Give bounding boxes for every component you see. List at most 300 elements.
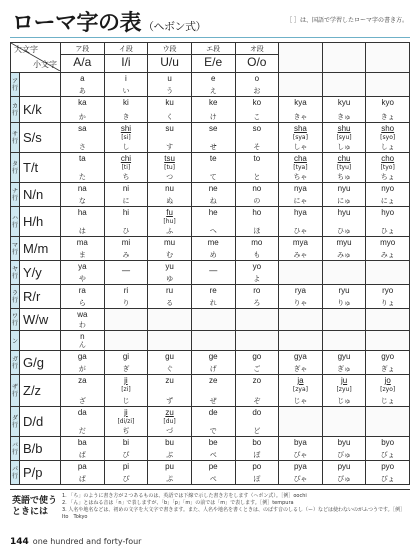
romaji-text: sa <box>78 124 87 133</box>
table-row <box>11 331 410 351</box>
table-row <box>11 285 410 309</box>
kana-text: きょ <box>380 113 395 121</box>
kana-text: じゅ <box>337 397 352 405</box>
kana-text: う <box>166 87 174 95</box>
romaji-text: u <box>167 74 172 83</box>
romaji-cell <box>366 309 410 331</box>
empty-dash: — <box>121 266 131 276</box>
romaji-cell <box>148 461 192 485</box>
title-rule <box>10 37 410 38</box>
romaji-text: a <box>80 74 85 83</box>
romaji-cell <box>322 375 366 407</box>
romaji-cell <box>148 375 192 407</box>
romaji-text: nya <box>293 184 307 193</box>
romaji-text: jo <box>384 376 391 385</box>
kana-text: ちゃ <box>293 173 308 181</box>
kunrei-text: [zya] <box>292 386 308 393</box>
romaji-text: me <box>207 238 219 247</box>
page-number: 144 <box>10 537 29 547</box>
heading-line: 英語で使う <box>12 496 58 506</box>
romaji-text: no <box>252 184 262 193</box>
kana-text: にゃ <box>293 197 308 205</box>
romaji-text: nyu <box>337 184 351 193</box>
romaji-cell <box>148 437 192 461</box>
romaji-text: hyu <box>337 208 351 217</box>
kana-text: びゅ <box>337 451 352 459</box>
kana-text: ぴゅ <box>337 475 352 483</box>
kana-text: りょ <box>380 299 395 307</box>
row-consonant-label: S/s <box>20 123 61 153</box>
table-row <box>11 461 410 485</box>
kana-text: ひ <box>122 227 130 235</box>
header-blank <box>279 43 323 73</box>
romaji-cell <box>322 437 366 461</box>
kana-text: ひゅ <box>337 227 352 235</box>
table-row <box>11 261 410 285</box>
romaji-text: byu <box>337 438 351 447</box>
kunrei-text: [zi] <box>121 386 131 393</box>
romaji-cell <box>279 331 323 351</box>
table-row <box>11 183 410 207</box>
row-group-label: マ行 <box>11 237 20 261</box>
romaji-cell <box>148 331 192 351</box>
romaji-text: mo <box>251 238 263 247</box>
empty-dash: — <box>208 266 218 276</box>
table-row <box>11 437 410 461</box>
kana-text: ぴゃ <box>293 475 308 483</box>
row-consonant-label <box>20 331 61 351</box>
romaji-cell <box>191 207 235 237</box>
kunrei-text: [zyu] <box>336 386 352 393</box>
row-consonant-label: T/t <box>20 153 61 183</box>
kana-text: み <box>122 251 130 259</box>
romaji-cell <box>366 407 410 437</box>
english-usage-heading <box>12 496 57 518</box>
romaji-text: tsu <box>164 154 175 163</box>
kana-text: ちょ <box>380 173 395 181</box>
romaji-text: pyu <box>337 462 351 471</box>
romaji-cell <box>235 461 279 485</box>
romaji-cell <box>61 97 105 123</box>
kana-text: びゃ <box>293 451 308 459</box>
romaji-cell <box>61 237 105 261</box>
romaji-text: ne <box>208 184 218 193</box>
romaji-cell <box>279 407 323 437</box>
romaji-cell <box>191 183 235 207</box>
kana-text: め <box>209 251 217 259</box>
romaji-text: ru <box>166 286 174 295</box>
romaji-cell <box>235 285 279 309</box>
romaji-text: bu <box>165 438 175 447</box>
kana-text: と <box>253 173 261 181</box>
romaji-cell <box>235 407 279 437</box>
table-row <box>11 309 410 331</box>
kana-text: に <box>122 197 130 205</box>
kana-text: づ <box>166 427 174 435</box>
romaji-text: pyo <box>381 462 395 471</box>
kana-text: げ <box>209 365 217 373</box>
romaji-text: cha <box>293 154 307 163</box>
romaji-text: fu <box>166 208 173 217</box>
romaji-cell <box>61 351 105 375</box>
kana-text: みょ <box>380 251 395 259</box>
romaji-cell <box>61 309 105 331</box>
kana-text: た <box>78 173 86 181</box>
kana-text: き <box>122 113 130 121</box>
kunrei-text: [hu] <box>163 218 176 225</box>
kana-text: い <box>122 87 130 95</box>
romaji-cell <box>104 207 148 237</box>
romaji-cell <box>366 207 410 237</box>
row-consonant-label: B/b <box>20 437 61 461</box>
kana-text: ぐ <box>166 365 174 373</box>
kunrei-text: [ti] <box>121 164 131 171</box>
romaji-text: chu <box>337 154 351 163</box>
romaji-cell <box>148 407 192 437</box>
romaji-cell <box>235 331 279 351</box>
romaji-cell <box>322 97 366 123</box>
romaji-cell <box>191 123 235 153</box>
romaji-cell <box>191 153 235 183</box>
dan-roman: O/o <box>236 54 279 69</box>
romaji-cell <box>235 375 279 407</box>
kana-text: しゃ <box>293 143 308 151</box>
bracket-note: ［ ］は、国語で学習したローマ字の書き方。 <box>286 17 408 24</box>
kana-text: ちゅ <box>337 173 352 181</box>
row-group-label: バ行 <box>11 437 20 461</box>
romaji-text: cho <box>381 154 395 163</box>
romaji-text: myo <box>380 238 396 247</box>
row-consonant-label: N/n <box>20 183 61 207</box>
romaji-cell <box>322 407 366 437</box>
table-row <box>11 207 410 237</box>
romaji-text: ge <box>208 352 218 361</box>
romaji-text: bo <box>252 438 262 447</box>
romaji-cell <box>235 73 279 97</box>
dan-roman: U/u <box>148 54 191 69</box>
dan-kana: ア段 <box>75 45 90 53</box>
romaji-text: wa <box>77 310 88 319</box>
romaji-text: byo <box>381 438 395 447</box>
romaji-cell <box>191 407 235 437</box>
romaji-cell <box>61 261 105 285</box>
romaji-cell <box>104 237 148 261</box>
romaji-text: be <box>208 438 218 447</box>
kana-text: ゆ <box>166 275 174 283</box>
romaji-cell <box>148 153 192 183</box>
row-group-label: ナ行 <box>11 183 20 207</box>
romaji-cell <box>104 153 148 183</box>
romaji-cell <box>279 351 323 375</box>
romaji-text: pya <box>293 462 307 471</box>
kana-text: ぴょ <box>380 475 395 483</box>
romaji-cell <box>104 407 148 437</box>
romaji-cell <box>366 351 410 375</box>
kana-text: ら <box>78 299 86 307</box>
note-item: 1. 「ち」のように書き方が２つあるものは、英語では下線で示した書き方をします（ヘボン式）。［例］oochi <box>62 493 307 499</box>
romaji-cell <box>61 437 105 461</box>
romaji-text: ro <box>253 286 261 295</box>
romaji-cell <box>279 97 323 123</box>
romaji-text: gu <box>165 352 175 361</box>
romaji-cell <box>191 309 235 331</box>
header-uppercase-label: 大文字 <box>14 45 38 54</box>
romaji-cell <box>61 375 105 407</box>
kana-text: ど <box>253 427 261 435</box>
romaji-cell <box>366 331 410 351</box>
kana-text: みゅ <box>337 251 352 259</box>
kunrei-text: [si] <box>121 134 131 141</box>
romaji-text: ta <box>78 154 86 163</box>
kana-text: が <box>78 365 86 373</box>
romaji-text: mi <box>121 238 131 247</box>
romaji-text: po <box>252 462 262 471</box>
romaji-cell <box>366 183 410 207</box>
romaji-text: ga <box>77 352 87 361</box>
kana-text: しゅ <box>337 143 352 151</box>
romaji-cell <box>235 207 279 237</box>
row-group-label: パ行 <box>11 461 20 485</box>
row-group-label: ガ行 <box>11 351 20 375</box>
romaji-cell <box>191 73 235 97</box>
kana-text: よ <box>253 275 261 283</box>
kunrei-text: [tu] <box>164 164 175 171</box>
romaji-cell <box>366 73 410 97</box>
row-consonant-label: W/w <box>20 309 61 331</box>
kana-text: ず <box>166 397 174 405</box>
romaji-text: to <box>253 154 261 163</box>
romaji-cell <box>104 285 148 309</box>
kana-text: ぼ <box>253 451 261 459</box>
kana-text: にゅ <box>337 197 351 205</box>
romaji-cell <box>61 285 105 309</box>
row-consonant-label: D/d <box>20 407 61 437</box>
romaji-cell <box>322 183 366 207</box>
romaji-text: n <box>80 332 85 341</box>
romaji-text: mu <box>164 238 176 247</box>
romaji-cell <box>191 97 235 123</box>
romaji-cell <box>61 461 105 485</box>
romaji-text: e <box>210 74 216 83</box>
romaji-text: ma <box>76 238 88 247</box>
kana-text: じ <box>122 397 130 405</box>
romaji-cell <box>235 183 279 207</box>
kana-text: ぺ <box>209 475 217 483</box>
kana-text: ひゃ <box>293 227 308 235</box>
kana-text: び <box>122 451 130 459</box>
kana-text: ま <box>78 251 86 259</box>
romaji-cell <box>322 153 366 183</box>
dan-kana: オ段 <box>249 45 264 53</box>
romaji-text: shu <box>337 124 351 133</box>
romaji-text: o <box>254 74 260 83</box>
romaji-text: hyo <box>381 208 395 217</box>
romaji-cell <box>191 437 235 461</box>
row-group-label: ラ行 <box>11 285 20 309</box>
romaji-cell <box>148 207 192 237</box>
row-group-label: カ行 <box>11 97 20 123</box>
kana-text: ぷ <box>166 475 174 483</box>
row-consonant-label: G/g <box>20 351 61 375</box>
romaji-text: pi <box>122 462 130 471</box>
kunrei-text: [zyo] <box>380 386 396 393</box>
romaji-text: gyu <box>337 352 351 361</box>
romaji-text: shi <box>120 124 132 133</box>
romaji-cell <box>322 285 366 309</box>
romaji-text: re <box>209 286 217 295</box>
kunrei-text: [tyu] <box>336 164 352 171</box>
table-row <box>11 375 410 407</box>
row-consonant-label: K/k <box>20 97 61 123</box>
kana-text: つ <box>166 173 174 181</box>
table-row <box>11 237 410 261</box>
romaji-cell <box>235 437 279 461</box>
kana-text: ざ <box>78 397 86 405</box>
romaji-cell <box>191 461 235 485</box>
kana-text: べ <box>209 451 217 459</box>
kana-text: りゅ <box>337 299 352 307</box>
romaji-cell <box>322 309 366 331</box>
romaji-text: na <box>77 184 87 193</box>
dan-roman: E/e <box>192 54 235 69</box>
kunrei-text: [tya] <box>293 164 308 171</box>
header-dan-o <box>235 43 279 73</box>
dan-kana: イ段 <box>118 45 133 53</box>
romaji-cell <box>61 407 105 437</box>
romaji-text: ki <box>123 98 129 107</box>
romaji-text: hya <box>293 208 307 217</box>
kana-text: じょ <box>380 397 395 405</box>
kana-text: せ <box>209 143 217 151</box>
dan-kana: ウ段 <box>162 45 177 53</box>
kana-text: け <box>209 113 217 121</box>
row-consonant-label: M/m <box>20 237 61 261</box>
kana-text: ろ <box>253 299 261 307</box>
romaji-cell <box>104 375 148 407</box>
kana-text: ほ <box>253 227 261 235</box>
romaji-cell <box>61 73 105 97</box>
romaji-text: ba <box>77 438 87 447</box>
kana-text: し <box>122 143 130 151</box>
romaji-text: mya <box>292 238 308 247</box>
row-group-label: タ行 <box>11 153 20 183</box>
romaji-text: za <box>78 376 87 385</box>
kana-text: ひょ <box>380 227 395 235</box>
row-group-label: ハ行 <box>11 207 20 237</box>
note-item: 3. 人名や地名などは、初めの文字を大文字で書きます。また、人名や地名を書くときは、のばす音のしるし（ー）などは使わないのがふつうです。［例］Ito Tokyo <box>62 507 406 520</box>
romaji-text: sho <box>381 124 395 133</box>
romaji-text: pa <box>77 462 87 471</box>
romaji-cell <box>148 285 192 309</box>
romaji-text: gya <box>293 352 307 361</box>
table-row <box>11 123 410 153</box>
kana-text: ぜ <box>209 397 217 405</box>
kana-text: ば <box>78 451 86 459</box>
romaji-cell <box>235 309 279 331</box>
romaji-text: ra <box>78 286 86 295</box>
row-group-label: ワ行 <box>11 309 20 331</box>
romaji-text: bi <box>122 438 130 447</box>
romaji-cell <box>279 183 323 207</box>
header-corner <box>11 43 61 73</box>
kana-text: ぎゅ <box>337 365 352 373</box>
romaji-cell <box>61 123 105 153</box>
romaji-cell <box>366 261 410 285</box>
romaji-cell <box>104 331 148 351</box>
romaji-cell <box>279 437 323 461</box>
romaji-cell <box>235 237 279 261</box>
romaji-cell <box>366 375 410 407</box>
kana-text: きゃ <box>293 113 308 121</box>
romaji-text: so <box>252 124 262 133</box>
kana-text: へ <box>209 227 217 235</box>
romaji-cell <box>61 153 105 183</box>
romaji-cell <box>61 331 105 351</box>
kana-text: む <box>166 251 174 259</box>
row-group-label: サ行 <box>11 123 20 153</box>
romaji-cell <box>322 123 366 153</box>
table-row <box>11 153 410 183</box>
romaji-cell <box>191 351 235 375</box>
kana-text: わ <box>78 321 86 329</box>
kana-text: ぎゃ <box>293 365 308 373</box>
kana-text: ご <box>253 365 261 373</box>
romaji-text: rya <box>294 286 306 295</box>
romaji-cell <box>235 123 279 153</box>
table-body <box>11 73 410 485</box>
kana-text: びょ <box>380 451 395 459</box>
romaji-cell <box>235 153 279 183</box>
kana-text: や <box>78 275 86 283</box>
romaji-text: ha <box>77 208 87 217</box>
row-group-label: ダ行 <box>11 407 20 437</box>
kana-text: て <box>209 173 217 181</box>
header-lowercase-label: 小文字 <box>33 60 57 69</box>
page-title <box>12 6 206 37</box>
note-item: 2. 「ん」とはねる音は「n」で表しますが、「b」「p」「m」の前では「m」で表します。［例］tempura <box>62 500 294 506</box>
dan-roman: I/i <box>105 54 148 69</box>
romaji-cell <box>235 261 279 285</box>
kana-text: にょ <box>380 197 395 205</box>
romaji-cell <box>322 461 366 485</box>
romaji-cell <box>148 73 192 97</box>
kana-text: ぎ <box>122 365 130 373</box>
notes-list <box>62 493 406 521</box>
romaji-text: ke <box>208 98 218 107</box>
row-consonant-label: P/p <box>20 461 61 485</box>
row-consonant-label: Y/y <box>20 261 61 285</box>
romaji-cell <box>279 237 323 261</box>
romaji-text: yo <box>252 262 262 271</box>
romaji-cell <box>366 123 410 153</box>
romaji-cell <box>148 123 192 153</box>
kana-text: ぱ <box>78 475 86 483</box>
romaji-cell <box>191 331 235 351</box>
romaji-cell <box>148 97 192 123</box>
romaji-text: pe <box>208 462 218 471</box>
header-dan-i <box>104 43 148 73</box>
romaji-text: ka <box>78 98 87 107</box>
kana-text: り <box>122 299 130 307</box>
kana-text: か <box>78 113 86 121</box>
romaji-cell <box>322 237 366 261</box>
romaji-text: te <box>209 154 217 163</box>
romaji-cell <box>322 261 366 285</box>
romaji-text: nu <box>165 184 175 193</box>
row-group-label: ザ行 <box>11 375 20 407</box>
kana-text: も <box>253 251 261 259</box>
kana-text: の <box>253 197 261 205</box>
